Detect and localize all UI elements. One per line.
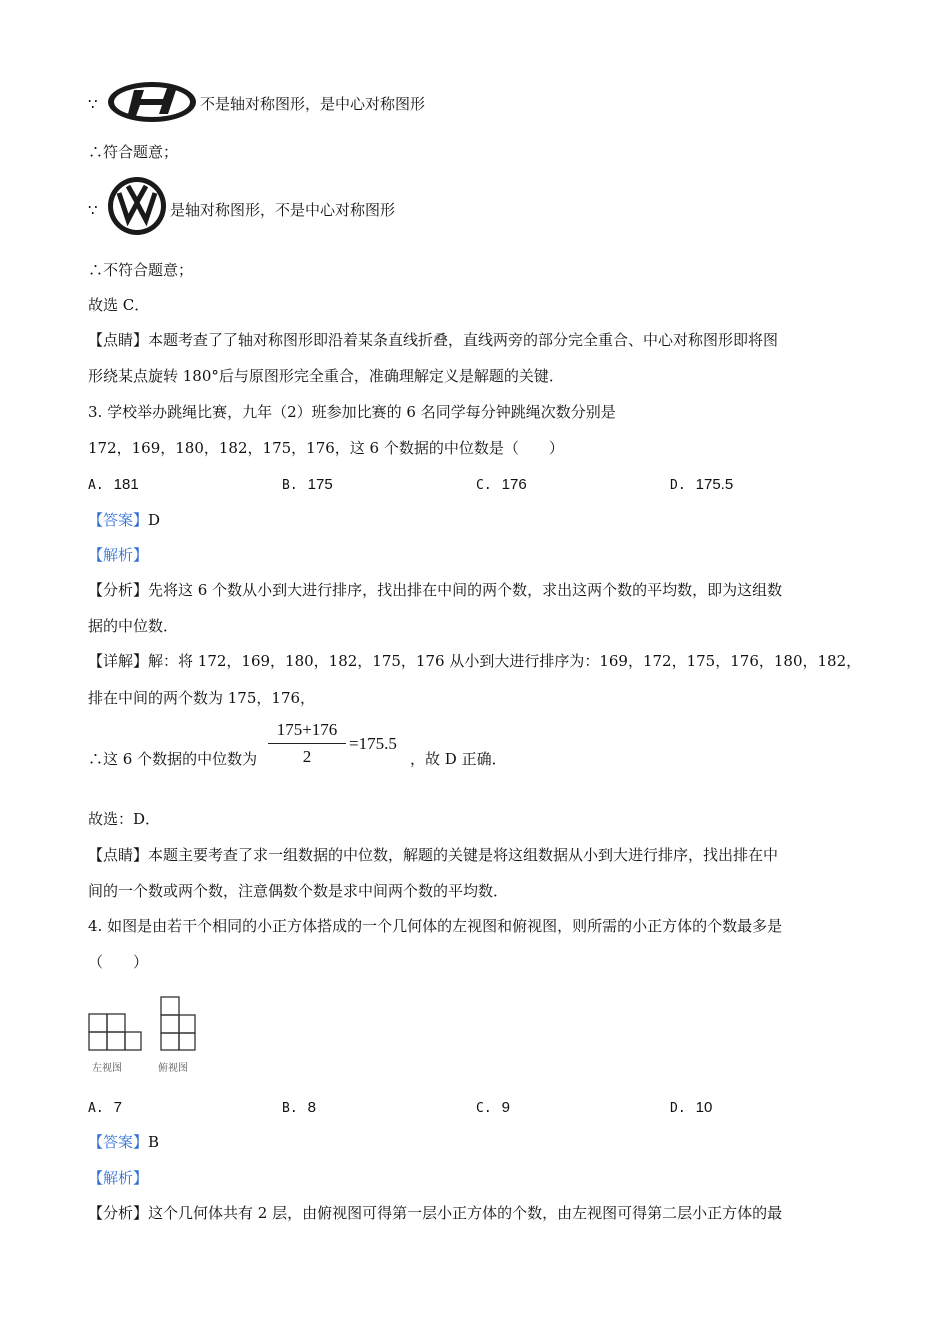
q3-choice: 故选：D． [88,810,161,828]
vw-line [88,199,98,221]
q4-analysis-tag: 【解析】 [88,1169,149,1187]
answer-tag: 【答案】 [88,511,149,529]
left-view [89,1014,141,1050]
therefore-not-fits: ∴不符合题意； [88,261,194,279]
q3-answer [88,509,160,531]
q3-fraction [268,720,346,767]
option-value: 7 [113,1099,122,1116]
q4-answer [88,1131,159,1153]
option-value: 9 [501,1099,510,1116]
top-view [161,997,195,1050]
answer-tag: 【答案】 [88,1133,149,1151]
top-view-caption: 俯视图 [158,1063,188,1074]
because-symbol: ∵ [88,201,98,219]
fraction-bar [268,743,346,744]
q4-option-d [670,1096,712,1120]
left-view-caption: 左视图 [92,1063,122,1074]
q3-comment-line2: 间的一个数或两个数，注意偶数个数是求中间两个数的平均数． [88,882,509,900]
option-value: 181 [113,476,139,493]
option-value: 175.5 [695,476,734,493]
q3-stem-line2: 172，169，180，182，175，176，这 6 个数据的中位数是（ ） [88,439,564,457]
fenxi-text: 这个几何体共有 2 层，由俯视图可得第一层小正方体的个数，由左视图可得第二层小正方体的最 [148,1204,783,1222]
q4-option-b [282,1096,316,1120]
option-letter: D. [670,478,686,493]
q3-fenxi-line1 [88,579,782,601]
detail-tag: 【详解】 [88,652,149,670]
q4-stem-line2: （ ） [88,953,149,971]
answer-value: B [148,1133,160,1151]
fenxi-tag: 【分析】 [88,1204,149,1222]
comment-1-line2: 形绕某点旋转 180°后与原图形完全重合，准确理解定义是解题的关键． [88,367,564,385]
comment-1-line1 [88,329,778,351]
because-symbol: ∵ [88,95,98,113]
answer-value: D [148,511,161,529]
option-value: 176 [501,476,527,493]
option-value: 8 [307,1099,316,1116]
q3-detail-line1 [88,650,861,672]
view-diagrams [86,993,206,1051]
q3-median-suffix: ，故 D 正确． [410,750,507,768]
comment-text: 本题主要考查了求一组数据的中位数，解题的关键是将这组数据从小到大进行排序，找出排在中 [148,846,779,864]
hyundai-logo-icon [106,80,198,124]
vw-text: 是轴对称图形，不是中心对称图形 [170,201,396,219]
q3-fenxi-line2: 据的中位数． [88,617,179,635]
fraction-numerator: 175+176 [276,720,338,739]
q3-option-c [476,473,527,497]
q4-stem-line1: 4. 如图是由若干个相同的小正方体搭成的一个几何体的左视图和俯视图，则所需的小正方体的个数最多是 [88,917,783,935]
comment-tag: 【点睛】 [88,331,149,349]
q3-analysis-tag: 【解析】 [88,546,149,564]
q3-median-prefix: ∴这 6 个数据的中位数为 [88,750,258,768]
hyundai-text: 不是轴对称图形，是中心对称图形 [200,95,426,113]
fenxi-tag: 【分析】 [88,581,149,599]
q3-option-d [670,473,733,497]
fraction-denominator: 2 [302,747,312,766]
comment-tag: 【点睛】 [88,846,149,864]
q3-fraction-result: =175.5 [349,734,397,753]
option-letter: C. [476,1101,492,1116]
hyundai-line [88,93,98,115]
q3-option-a [88,473,139,497]
therefore-fits: ∴符合题意； [88,143,179,161]
option-letter: A. [88,1101,104,1116]
q3-comment-line1 [88,844,778,866]
option-letter: C. [476,478,492,493]
q3-option-b [282,473,333,497]
fenxi-text: 先将这 6 个数从小到大进行排序，找出排在中间的两个数，求出这两个数的平均数，即为这组数 [148,581,783,599]
q4-option-a [88,1096,122,1120]
q3-detail-line2: 排在中间的两个数为 175，176， [88,689,316,707]
option-value: 10 [695,1099,713,1116]
q3-stem-line1: 3. 学校举办跳绳比赛，九年（2）班参加比赛的 6 名同学每分钟跳绳次数分别是 [88,403,616,421]
option-letter: B. [282,478,298,493]
comment-text: 本题考查了了轴对称图形即沿着某条直线折叠，直线两旁的部分完全重合、中心对称图形即将图 [148,331,779,349]
q4-option-c [476,1096,510,1120]
option-value: 175 [307,476,333,493]
detail-text: 解：将 172，169，180，182，175，176 从小到大进行排序为：169，172，175，176，180，182， [148,652,862,670]
q4-fenxi-line1 [88,1202,782,1224]
choice-c: 故选 C． [88,296,150,314]
volkswagen-logo-icon [106,176,168,236]
option-letter: D. [670,1101,686,1116]
option-letter: A. [88,478,104,493]
option-letter: B. [282,1101,298,1116]
